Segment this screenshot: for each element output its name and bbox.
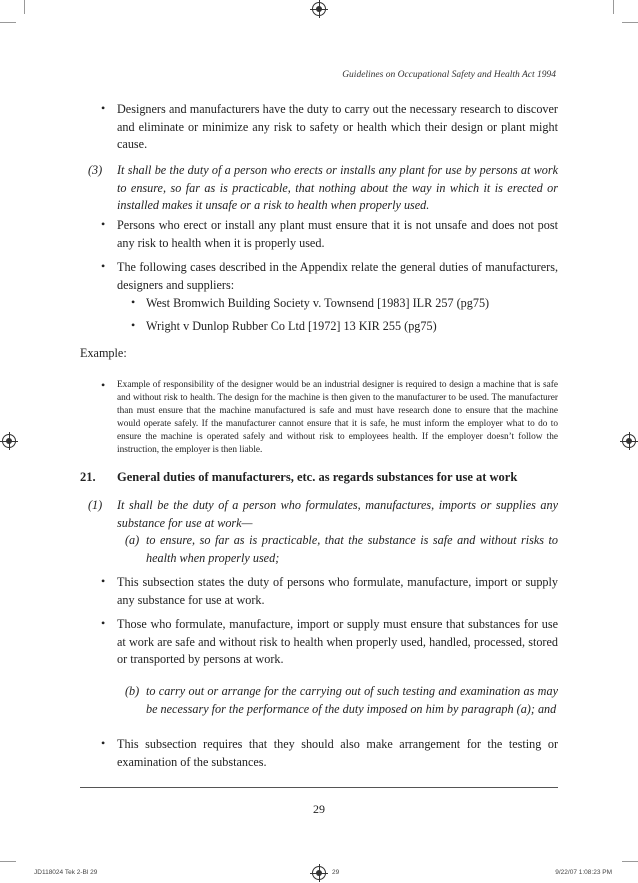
- bullet-designers: Designers and manufacturers have the duty to carry out the necessary research to discover and eliminate or minimize any risk to safety or health which their design or plant might cause.: [117, 102, 558, 151]
- bullet-erect-install: Persons who erect or install any plant must ensure that it is not unsafe and does not post any risk to health when it is properly used.: [117, 218, 558, 250]
- registration-mark-icon: [312, 2, 326, 16]
- crop-mark: [0, 861, 16, 862]
- section-number: 21.: [80, 470, 96, 484]
- bullet-icon: •: [131, 295, 136, 309]
- page-number: 29: [313, 802, 325, 816]
- bullet-icon: •: [101, 736, 106, 750]
- crop-mark: [24, 0, 25, 14]
- example-text: Example of responsibility of the designer would be an industrial designer is required to design a machine that is safe and without risk to health. The design for the machine is then given to the manufacturer to be used. The manufacturer than must ensure that the machine manufactured is safe and must have research done to ensure that the machine would operate safely. If the manufacturer cannot ensure that it is safe, he must inform the employer what to do to ensure the machine is operated safely and without risk to employees health. If the employer doesn’t follow the instruction, the employer is then liable.: [117, 380, 558, 455]
- subsection-1-text: It shall be the duty of a person who formulates, manufactures, imports or supplies any substance for use at work—: [117, 498, 558, 530]
- paragraph-label: (a): [125, 533, 140, 547]
- subsection-label: (1): [88, 498, 103, 512]
- bullet-icon: •: [101, 574, 106, 588]
- example-label: Example:: [80, 346, 127, 360]
- footer-rule: [80, 787, 558, 788]
- paragraph-label: (b): [125, 684, 140, 698]
- bullet-icon: •: [101, 217, 106, 231]
- subsection-label: (3): [88, 163, 103, 177]
- case-item: Wright v Dunlop Rubber Co Ltd [1972] 13 KIR 255 (pg75): [146, 319, 437, 333]
- print-slug-center: 29: [332, 869, 340, 876]
- bullet-testing: This subsection requires that they should also make arrangement for the testing or examination of the substances.: [117, 737, 558, 769]
- case-item: West Bromwich Building Society v. Townsend [1983] ILR 257 (pg75): [146, 296, 490, 310]
- section-title: General duties of manufacturers, etc. as regards substances for use at work: [117, 470, 518, 484]
- paragraph-b-text: to carry out or arrange for the carrying out of such testing and examination as may be necessary for the performance of the duty imposed on him by paragraph (a); and: [146, 684, 558, 716]
- crop-mark: [613, 0, 614, 14]
- crop-mark: [0, 22, 16, 23]
- subsection-3-text: It shall be the duty of a person who erects or installs any plant for use by persons at work to ensure, so far as is practicable, that nothing about the way in which it is erected or installed makes it unsafe or a risk to health when properly used.: [117, 163, 558, 212]
- bullet-subsection-states: This subsection states the duty of persons who formulate, manufacture, import or supply any substance for use at work.: [117, 575, 558, 607]
- bullet-icon: •: [101, 101, 106, 115]
- bullet-icon: •: [101, 259, 106, 273]
- bullet-icon: •: [131, 318, 136, 332]
- print-slug-right: 9/22/07 1:08:23 PM: [555, 869, 612, 876]
- paragraph-a-text: to ensure, so far as is practicable, that the substance is safe and without risks to health when properly used;: [146, 533, 558, 565]
- print-slug-left: JD118024 Tek 2-Bl 29: [34, 869, 98, 876]
- running-header: Guidelines on Occupational Safety and Health Act 1994: [342, 70, 556, 80]
- bullet-icon: •: [101, 378, 106, 392]
- bullet-those-who: Those who formulate, manufacture, import or supply must ensure that substances for use at work are safe and without risk to health when properly used, handled, processed, stored or transported by persons at work.: [117, 617, 558, 666]
- crop-mark: [622, 861, 638, 862]
- registration-mark-icon: [622, 434, 636, 448]
- bullet-icon: •: [101, 616, 106, 630]
- registration-mark-icon: [2, 434, 16, 448]
- bullet-cases: The following cases described in the Appendix relate the general duties of manufacturers, designers and suppliers:: [117, 260, 558, 292]
- registration-mark-icon: [312, 866, 326, 880]
- crop-mark: [622, 22, 638, 23]
